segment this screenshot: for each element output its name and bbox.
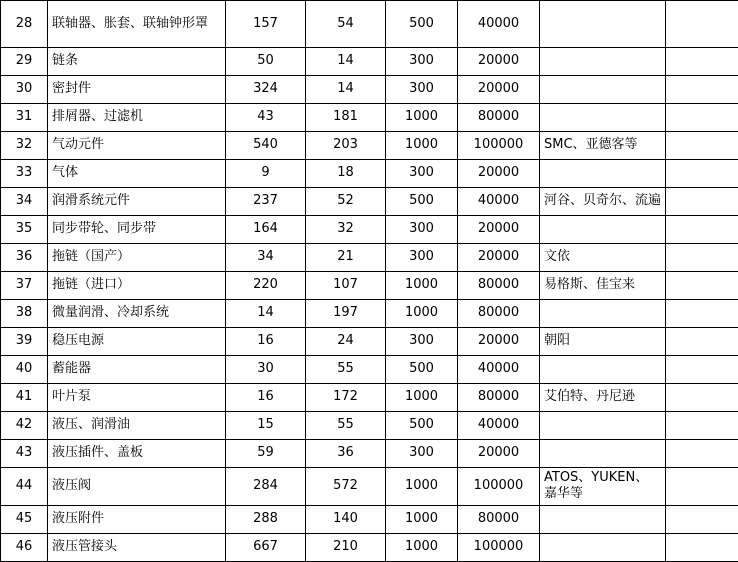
cell-trailing[interactable] [666, 300, 738, 328]
cell-name[interactable]: 排屑器、过滤机 [48, 104, 226, 132]
cell-value-2[interactable]: 14 [306, 76, 386, 104]
cell-index[interactable]: 42 [1, 412, 48, 440]
cell-value-3[interactable]: 1000 [386, 272, 458, 300]
cell-value-1[interactable]: 30 [226, 356, 306, 384]
cell-trailing[interactable] [666, 384, 738, 412]
cell-value-2[interactable]: 36 [306, 440, 386, 468]
table-row [1, 384, 738, 412]
cell-value-2[interactable]: 203 [306, 132, 386, 160]
table-row [1, 272, 738, 300]
cell-trailing[interactable] [666, 328, 738, 356]
cell-index[interactable]: 36 [1, 244, 48, 272]
table-row [1, 188, 738, 216]
cell-value-3[interactable]: 500 [386, 412, 458, 440]
cell-name[interactable]: 叶片泵 [48, 384, 226, 412]
table-row [1, 533, 738, 561]
cell-value-4[interactable]: 20000 [458, 328, 540, 356]
cell-value-4[interactable]: 20000 [458, 244, 540, 272]
cell-note[interactable] [540, 160, 666, 188]
cell-name[interactable]: 液压管接头 [48, 533, 226, 561]
cell-value-1[interactable]: 667 [226, 533, 306, 561]
cell-index[interactable]: 35 [1, 216, 48, 244]
cell-index[interactable]: 30 [1, 76, 48, 104]
cell-trailing[interactable] [666, 412, 738, 440]
cell-note[interactable]: 朝阳 [540, 328, 666, 356]
cell-value-3[interactable]: 300 [386, 76, 458, 104]
cell-value-2[interactable]: 18 [306, 160, 386, 188]
cell-trailing[interactable] [666, 104, 738, 132]
cell-value-1[interactable]: 16 [226, 328, 306, 356]
cell-value-4[interactable]: 20000 [458, 48, 540, 76]
cell-name[interactable]: 链条 [48, 48, 226, 76]
cell-value-2[interactable]: 140 [306, 505, 386, 533]
cell-name[interactable]: 液压阀 [48, 468, 226, 506]
cell-note[interactable]: 文依 [540, 244, 666, 272]
cell-value-3[interactable]: 300 [386, 160, 458, 188]
cell-value-3[interactable]: 1000 [386, 300, 458, 328]
table-row [1, 48, 738, 76]
cell-value-2[interactable]: 172 [306, 384, 386, 412]
cell-trailing[interactable] [666, 76, 738, 104]
cell-trailing[interactable] [666, 244, 738, 272]
cell-trailing[interactable] [666, 216, 738, 244]
cell-value-1[interactable]: 59 [226, 440, 306, 468]
cell-value-4[interactable]: 80000 [458, 384, 540, 412]
table-row [1, 412, 738, 440]
cell-index[interactable]: 29 [1, 48, 48, 76]
table-row [1, 440, 738, 468]
cell-value-2[interactable]: 55 [306, 356, 386, 384]
cell-note[interactable] [540, 1, 666, 48]
cell-value-2[interactable]: 197 [306, 300, 386, 328]
cell-value-4[interactable]: 20000 [458, 440, 540, 468]
cell-value-4[interactable]: 80000 [458, 300, 540, 328]
table-row [1, 328, 738, 356]
cell-trailing[interactable] [666, 48, 738, 76]
cell-value-3[interactable]: 300 [386, 216, 458, 244]
cell-value-3[interactable]: 1000 [386, 468, 458, 506]
table-row [1, 132, 738, 160]
cell-note[interactable] [540, 76, 666, 104]
cell-value-3[interactable]: 500 [386, 1, 458, 48]
cell-value-2[interactable]: 107 [306, 272, 386, 300]
cell-index[interactable]: 37 [1, 272, 48, 300]
cell-index[interactable]: 32 [1, 132, 48, 160]
cell-trailing[interactable] [666, 160, 738, 188]
cell-name[interactable]: 密封件 [48, 76, 226, 104]
cell-value-4[interactable]: 100000 [458, 468, 540, 506]
cell-note[interactable]: 艾伯特、丹尼逊 [540, 384, 666, 412]
cell-trailing[interactable] [666, 440, 738, 468]
cell-trailing[interactable] [666, 188, 738, 216]
cell-note[interactable]: 河谷、贝奇尔、流遍 [540, 188, 666, 216]
cell-value-3[interactable]: 1000 [386, 533, 458, 561]
cell-value-4[interactable]: 20000 [458, 76, 540, 104]
cell-note[interactable] [540, 533, 666, 561]
cell-value-1[interactable]: 220 [226, 272, 306, 300]
cell-value-1[interactable]: 324 [226, 76, 306, 104]
cell-value-1[interactable]: 43 [226, 104, 306, 132]
cell-value-4[interactable]: 40000 [458, 1, 540, 48]
cell-value-2[interactable]: 32 [306, 216, 386, 244]
cell-trailing[interactable] [666, 356, 738, 384]
cell-note[interactable] [540, 505, 666, 533]
cell-index[interactable]: 46 [1, 533, 48, 561]
table-row [1, 468, 738, 506]
cell-note[interactable] [540, 104, 666, 132]
cell-index[interactable]: 41 [1, 384, 48, 412]
cell-name[interactable]: 拖链（国产） [48, 244, 226, 272]
cell-value-4[interactable]: 20000 [458, 216, 540, 244]
cell-value-1[interactable]: 164 [226, 216, 306, 244]
cell-value-4[interactable]: 40000 [458, 356, 540, 384]
cell-index[interactable]: 31 [1, 104, 48, 132]
cell-value-2[interactable]: 572 [306, 468, 386, 506]
cell-value-4[interactable]: 40000 [458, 188, 540, 216]
cell-value-4[interactable]: 100000 [458, 132, 540, 160]
cell-note[interactable] [540, 412, 666, 440]
cell-name[interactable]: 液压、润滑油 [48, 412, 226, 440]
table-body [1, 1, 738, 562]
cell-value-1[interactable]: 284 [226, 468, 306, 506]
cell-trailing[interactable] [666, 468, 738, 506]
cell-value-1[interactable]: 9 [226, 160, 306, 188]
cell-value-2[interactable]: 14 [306, 48, 386, 76]
cell-name[interactable]: 蓄能器 [48, 356, 226, 384]
cell-value-2[interactable]: 210 [306, 533, 386, 561]
cell-trailing[interactable] [666, 533, 738, 561]
cell-value-3[interactable]: 1000 [386, 104, 458, 132]
cell-trailing[interactable] [666, 272, 738, 300]
cell-note[interactable] [540, 48, 666, 76]
cell-name[interactable]: 液压附件 [48, 505, 226, 533]
cell-value-2[interactable]: 52 [306, 188, 386, 216]
cell-value-1[interactable]: 16 [226, 384, 306, 412]
cell-value-4[interactable]: 20000 [458, 160, 540, 188]
cell-value-3[interactable]: 500 [386, 188, 458, 216]
cell-value-3[interactable]: 1000 [386, 132, 458, 160]
cell-value-3[interactable]: 300 [386, 48, 458, 76]
cell-note[interactable]: SMC、亚德客等 [540, 132, 666, 160]
cell-value-4[interactable]: 100000 [458, 533, 540, 561]
cell-value-1[interactable]: 540 [226, 132, 306, 160]
cell-name[interactable]: 微量润滑、冷却系统 [48, 300, 226, 328]
cell-value-3[interactable]: 300 [386, 244, 458, 272]
cell-index[interactable]: 34 [1, 188, 48, 216]
table-row [1, 216, 738, 244]
cell-index[interactable]: 38 [1, 300, 48, 328]
cell-trailing[interactable] [666, 1, 738, 48]
cell-name[interactable]: 气体 [48, 160, 226, 188]
cell-value-4[interactable]: 80000 [458, 104, 540, 132]
cell-value-2[interactable]: 55 [306, 412, 386, 440]
cell-trailing[interactable] [666, 132, 738, 160]
cell-value-2[interactable]: 21 [306, 244, 386, 272]
cell-index[interactable]: 40 [1, 356, 48, 384]
table-row [1, 505, 738, 533]
cell-note[interactable]: 易格斯、佳宝来 [540, 272, 666, 300]
cell-value-1[interactable]: 14 [226, 300, 306, 328]
cell-note[interactable]: ATOS、YUKEN、嘉华等 [540, 468, 666, 506]
cell-name[interactable]: 同步带轮、同步带 [48, 216, 226, 244]
cell-value-2[interactable]: 24 [306, 328, 386, 356]
cell-value-2[interactable]: 54 [306, 1, 386, 48]
cell-index[interactable]: 43 [1, 440, 48, 468]
cell-name[interactable]: 拖链（进口） [48, 272, 226, 300]
cell-name[interactable]: 液压插件、盖板 [48, 440, 226, 468]
cell-index[interactable]: 33 [1, 160, 48, 188]
cell-value-3[interactable]: 1000 [386, 384, 458, 412]
table-row [1, 1, 738, 48]
cell-value-1[interactable]: 157 [226, 1, 306, 48]
cell-name[interactable]: 气动元件 [48, 132, 226, 160]
cell-value-4[interactable]: 80000 [458, 272, 540, 300]
cell-value-1[interactable]: 288 [226, 505, 306, 533]
cell-name[interactable]: 联轴器、胀套、联轴钟形罩 [48, 1, 226, 48]
cell-value-3[interactable]: 500 [386, 356, 458, 384]
cell-note[interactable] [540, 440, 666, 468]
cell-value-1[interactable]: 15 [226, 412, 306, 440]
cell-index[interactable]: 28 [1, 1, 48, 48]
table-row [1, 104, 738, 132]
table-row [1, 244, 738, 272]
table-row [1, 356, 738, 384]
table-row [1, 300, 738, 328]
cell-value-3[interactable]: 300 [386, 440, 458, 468]
cell-trailing[interactable] [666, 505, 738, 533]
cell-note[interactable] [540, 300, 666, 328]
cell-value-4[interactable]: 40000 [458, 412, 540, 440]
table-row [1, 76, 738, 104]
cell-value-1[interactable]: 34 [226, 244, 306, 272]
cell-name[interactable]: 润滑系统元件 [48, 188, 226, 216]
cell-value-4[interactable]: 80000 [458, 505, 540, 533]
cell-value-3[interactable]: 300 [386, 328, 458, 356]
table-row [1, 160, 738, 188]
cell-index[interactable]: 44 [1, 468, 48, 506]
cell-name[interactable]: 稳压电源 [48, 328, 226, 356]
cell-index[interactable]: 39 [1, 328, 48, 356]
cell-note[interactable] [540, 356, 666, 384]
cell-value-1[interactable]: 237 [226, 188, 306, 216]
cell-value-1[interactable]: 50 [226, 48, 306, 76]
cell-value-2[interactable]: 181 [306, 104, 386, 132]
cell-index[interactable]: 45 [1, 505, 48, 533]
cell-value-3[interactable]: 1000 [386, 505, 458, 533]
cell-note[interactable] [540, 216, 666, 244]
